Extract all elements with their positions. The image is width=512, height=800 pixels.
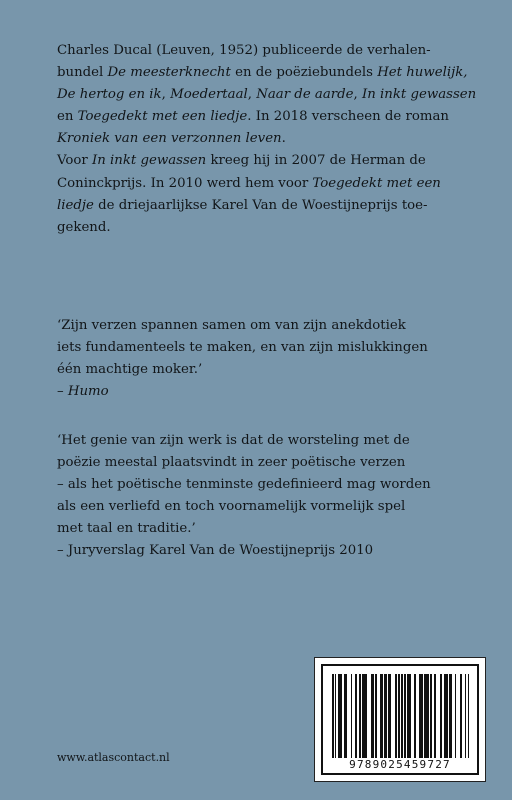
barcode-bars [332, 674, 469, 758]
bio-text: en de poëziebundels [230, 65, 378, 81]
quote-line: poëzie meestal plaatsvindt in zeer poëtische verzen [57, 455, 406, 470]
quote-source [57, 381, 487, 403]
quote-source: – Juryverslag Karel Van de Woestijneprijs 2010 [57, 543, 374, 558]
bio-text: gekend. [57, 219, 111, 235]
bio-line [57, 150, 487, 172]
quote-line: iets fundamenteels te maken, en van zijn mislukkingen [57, 340, 428, 355]
barcode-bar [427, 674, 429, 758]
quote-line: ‘Het genie van zijn werk is dat de worsteling met de [57, 433, 410, 448]
isbn-number: 9789025459727 [349, 758, 451, 771]
quote-line: als een verliefd en toch voornamelijk vormelijk spel [57, 499, 406, 514]
book-title: De hertog en ik [57, 87, 162, 103]
barcode-bar [375, 674, 377, 758]
book-title: In inkt gewassen [91, 153, 207, 169]
author-bio [57, 40, 487, 239]
barcode-bar [341, 674, 343, 758]
barcode-bar [414, 674, 416, 758]
barcode-bar [365, 674, 367, 758]
bio-text: , [353, 87, 362, 103]
book-title: liedje [57, 197, 94, 213]
barcode-bar [410, 674, 412, 758]
book-title: De meesterknecht [107, 65, 231, 81]
barcode-bar [460, 674, 462, 758]
book-title: Het huwelijk, [377, 65, 468, 81]
barcode-bar [430, 674, 432, 758]
barcode-frame [321, 664, 479, 775]
bio-text: Coninckprijs. In 2010 werd hem voor [57, 175, 313, 191]
publisher-website: www.atlascontact.nl [57, 751, 170, 764]
barcode-bar [401, 674, 403, 758]
barcode-bar [381, 674, 383, 758]
barcode-bar [332, 674, 334, 758]
bio-line [57, 128, 487, 150]
barcode-bar [446, 674, 448, 758]
barcode-bar [351, 674, 353, 758]
book-title: Moedertaal [170, 87, 248, 103]
review-quote-jury [57, 430, 487, 562]
quote-line: één machtige moker.’ [57, 362, 203, 377]
book-title: Kroniek van een verzonnen leven [57, 131, 282, 147]
barcode-bar [345, 674, 347, 758]
bio-line [57, 195, 487, 217]
quote-line: – als het poëtische tenminste gedefinieerd mag worden [57, 477, 431, 492]
barcode-bar [404, 674, 406, 758]
bio-text: kreeg hij in 2007 de Herman de [206, 153, 426, 169]
bio-text: en [57, 109, 78, 125]
barcode-bar [465, 674, 467, 758]
barcode-bar [440, 674, 442, 758]
barcode-bar [421, 674, 423, 758]
quote-dash: – [57, 384, 68, 399]
review-quotes [57, 315, 487, 589]
barcode-bar [335, 674, 337, 758]
barcode-bar [372, 674, 374, 758]
book-title: In inkt gewassen [361, 87, 477, 103]
bio-text: Voor [57, 153, 92, 169]
isbn-barcode [314, 657, 486, 782]
barcode-bar [468, 674, 470, 758]
bio-line [57, 173, 487, 195]
bio-line [57, 106, 487, 128]
bio-line [57, 40, 487, 62]
review-quote-humo [57, 315, 487, 403]
bio-text: Charles Ducal (Leuven, 1952) publiceerde de verhalen- [57, 43, 431, 58]
bio-text: , [161, 87, 171, 103]
bio-line [57, 62, 487, 84]
book-title: Toegedekt met een liedje [77, 109, 248, 125]
barcode-bar [390, 674, 392, 758]
barcode-bar [395, 674, 397, 758]
bio-text: . In 2018 verscheen de roman [247, 109, 449, 125]
barcode-bar [359, 674, 361, 758]
quote-source-name: Humo [67, 384, 109, 399]
bio-text: , [247, 87, 257, 103]
bio-line [57, 217, 487, 239]
quote-line: ‘Zijn verzen spannen samen om van zijn anekdotiek [57, 318, 406, 333]
book-title: Toegedekt met een [312, 175, 441, 191]
quote-line: met taal en traditie.’ [57, 521, 196, 536]
bio-line [57, 84, 487, 106]
barcode-bar [434, 674, 436, 758]
barcode-bar [455, 674, 457, 758]
barcode-bar [398, 674, 400, 758]
barcode-bar [450, 674, 452, 758]
bio-text: bundel [57, 65, 108, 81]
bio-text: de driejaarlijkse Karel Van de Woestijneprijs toe- [93, 197, 428, 213]
bio-text: . [281, 131, 286, 147]
book-title: Naar de aarde [256, 87, 354, 103]
barcode-bar [355, 674, 357, 758]
barcode-bar [385, 674, 387, 758]
